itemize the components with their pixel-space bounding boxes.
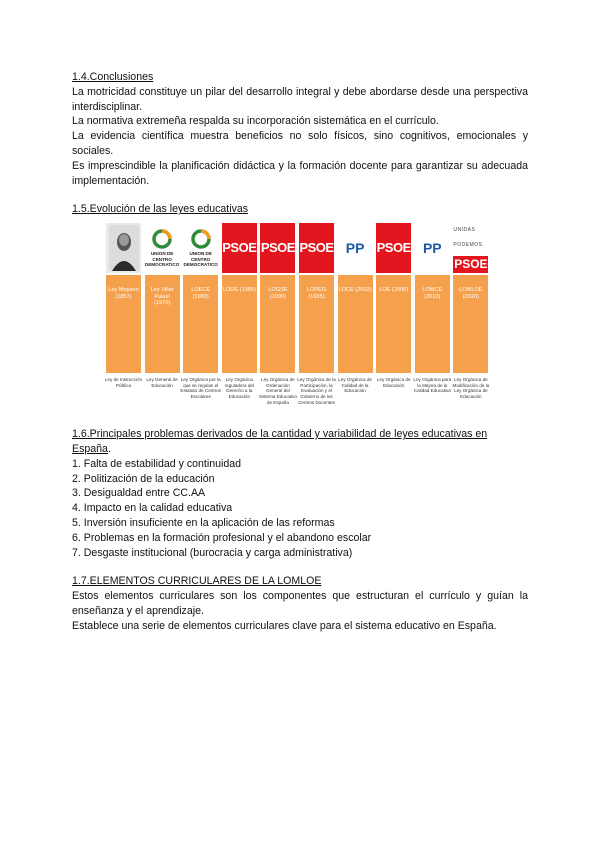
law-description: Ley Orgánica para la Mejora de la Calidad Educativa: [413, 377, 452, 394]
psoe-logo: PSOE: [376, 223, 411, 273]
law-description: Ley Orgánica de la Participación, la Evaluación y el Gobierno de los Centros Docentes: [297, 377, 336, 405]
timeline-band: [222, 275, 257, 373]
law-name: Ley Moyano (1857): [108, 287, 139, 300]
timeline-item: [180, 223, 221, 419]
timeline-item: [106, 223, 141, 419]
unidas-podemos-psoe-logo: [453, 223, 488, 273]
law-description: Ley Orgánica por la que se regulan el Estatuto de Centros Escolares: [180, 377, 221, 399]
psoe-logo: PSOE: [299, 223, 334, 273]
portrait-image: [106, 223, 141, 273]
ucd-circle-icon: [152, 229, 172, 249]
paragraph: La motricidad constituye un pilar del desarrollo integral y debe abordarse desde una perspectiva interdisciplinar.: [72, 85, 528, 113]
section-heading-evolucion: 1.5.Evolución de las leyes educativas: [72, 203, 249, 216]
list-item: 6. Problemas en la formación profesional y el abandono escolar: [72, 531, 372, 544]
timeline-band: [145, 275, 180, 373]
psoe-logo: PSOE: [222, 223, 257, 273]
list-item: 7. Desgaste institucional (burocracia y carga administrativa): [72, 546, 353, 559]
timeline-band: [260, 275, 295, 373]
law-name: LOGSE (1990): [268, 287, 288, 300]
pp-logo: PP: [338, 223, 373, 273]
list-item: 2. Politización de la educación: [72, 472, 215, 485]
timeline-item: [453, 223, 488, 419]
law-description: Ley Orgánica de Modificación de la Ley Orgánica de Educación: [452, 377, 490, 399]
ucd-circle-icon: [191, 229, 211, 249]
list-item: 4. Impacto en la calidad educativa: [72, 502, 233, 515]
education-laws-timeline: [106, 223, 490, 419]
law-name: LOPEG (1995): [306, 287, 327, 300]
problems-list: [72, 457, 528, 561]
ucd-logo-text: UNION DE CENTRO DEMOCRATICO: [183, 251, 218, 267]
law-name: LOCE (2002): [338, 287, 372, 294]
portrait-icon: [109, 225, 139, 271]
timeline-item: [260, 223, 295, 419]
pp-logo: PP: [415, 223, 450, 273]
timeline-item: [338, 223, 373, 419]
paragraph: La normativa extremeña respalda su incorporación sistemática en el currículo.: [72, 115, 439, 128]
law-name: LOECE (1980): [191, 287, 211, 300]
law-name: LOE (2006): [379, 287, 409, 294]
timeline-item: [415, 223, 450, 419]
ucd-logo-text: UNION DE CENTRO DEMOCRATICO: [144, 251, 180, 267]
law-description: Ley Orgánica de Educación: [376, 377, 411, 388]
ucd-logo: [183, 223, 218, 273]
podemos-tag: UNIDAS PODEMOS: [453, 227, 483, 248]
timeline-item: [145, 223, 180, 419]
paragraph: Es imprescindible la planificación didáctica y la formación docente para garantizar su adecuada implementación.: [72, 159, 528, 187]
ucd-logo: [145, 223, 180, 273]
law-name: LODE (1985): [222, 287, 256, 294]
timeline-band: [453, 275, 488, 373]
list-item: 1. Falta de estabilidad y continuidad: [72, 457, 242, 470]
list-item: 5. Inversión insuficiente en la aplicación de las reformas: [72, 516, 335, 529]
timeline-item: [376, 223, 411, 419]
timeline-band: [338, 275, 373, 373]
law-name: Ley Villar Palasí (1970): [150, 287, 174, 307]
law-name: LOMCE (2013): [422, 287, 443, 300]
law-description: Ley de Instrucción Pública: [104, 377, 143, 388]
timeline-band: [106, 275, 141, 373]
paragraph: Establece una serie de elementos curriculares clave para el sistema educativo en España.: [72, 619, 497, 632]
section-heading-elementos: 1.7.ELEMENTOS CURRICULARES DE LA LOMLOE: [72, 575, 322, 588]
psoe-logo: PSOE: [260, 223, 295, 273]
section-heading-conclusiones: 1.4.Conclusiones: [72, 71, 154, 83]
paragraph: Estos elementos curriculares son los componentes que estructuran el currículo y guían la enseñanza y el aprendizaje.: [72, 590, 528, 617]
timeline-band: [415, 275, 450, 373]
law-description: Ley Orgánica de Ordenación General del Sistema Educativo de España: [258, 377, 297, 405]
list-item: 3. Desigualdad entre CC.AA: [72, 487, 206, 500]
section-heading-problemas: 1.6.Principales problemas derivados de la cantidad y variabilidad de leyes educativas en España.: [72, 428, 488, 455]
timeline-band: [183, 275, 218, 373]
timeline-band: [376, 275, 411, 373]
timeline-band: [299, 275, 334, 373]
document-page: [72, 70, 528, 634]
paragraph: La evidencia científica muestra beneficios no solo físicos, sino cognitivos, emocionales y sociales.: [72, 130, 528, 157]
law-name: LOMLOE (2020): [459, 287, 483, 300]
timeline-item: [299, 223, 334, 419]
law-description: Ley Orgánica reguladora del Derecho a la Educación: [224, 377, 254, 399]
law-description: Ley Orgánica de Calidad de la Educación: [338, 377, 372, 394]
timeline-item: [222, 223, 257, 419]
law-description: Ley General de Educación: [146, 377, 178, 388]
psoe-bar: PSOE: [453, 256, 488, 273]
